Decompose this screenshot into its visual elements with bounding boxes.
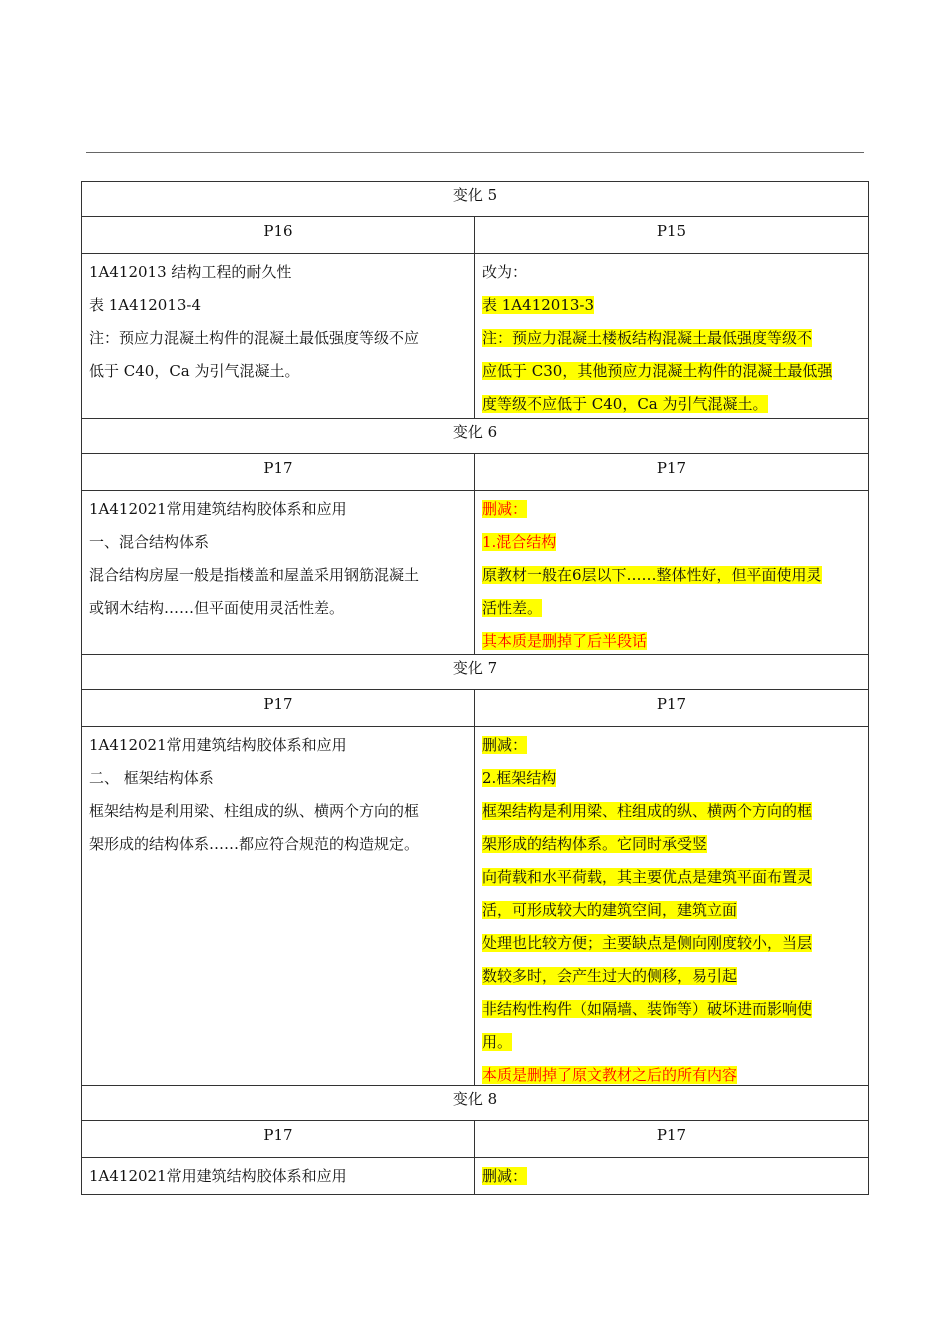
content-row bbox=[82, 1158, 869, 1195]
new-line-highlighted: 架形成的结构体系。它同时承受竖 bbox=[482, 835, 708, 853]
old-content bbox=[82, 491, 475, 654]
new-line-highlighted: 度等级不应低于 C40，Ca 为引气混凝土。 bbox=[482, 395, 768, 413]
old-line: 表 1A412013-4 bbox=[89, 296, 202, 314]
section-title: 变化 8 bbox=[82, 1086, 869, 1120]
old-line: 1A412013 结构工程的耐久性 bbox=[89, 263, 292, 281]
page-row bbox=[82, 1121, 869, 1158]
new-line-highlighted: 活，可形成较大的建筑空间，建筑立面 bbox=[482, 901, 738, 919]
new-content bbox=[475, 727, 869, 1085]
new-content bbox=[475, 254, 869, 418]
old-content bbox=[82, 727, 475, 1085]
section-title-row bbox=[82, 182, 869, 217]
new-line-highlighted: 表 1A412013-3 bbox=[482, 296, 595, 314]
old-page: P17 bbox=[82, 690, 475, 726]
new-line-highlighted: 注：预应力混凝土楼板结构混凝土最低强度等级不 bbox=[482, 329, 813, 347]
page-row bbox=[82, 690, 869, 727]
old-line: 二、 框架结构体系 bbox=[89, 769, 214, 787]
old-line: 1A412021常用建筑结构胶体系和应用 bbox=[89, 1167, 347, 1185]
new-line-highlighted: 1.混合结构 bbox=[482, 533, 557, 551]
section-title-row bbox=[82, 1086, 869, 1121]
old-line: 或钢木结构……但平面使用灵活性差。 bbox=[89, 599, 345, 617]
old-content bbox=[82, 254, 475, 418]
new-line-highlighted: 删减： bbox=[482, 500, 528, 518]
new-line-highlighted: 框架结构是利用梁、柱组成的纵、横两个方向的框 bbox=[482, 802, 813, 820]
old-content bbox=[82, 1158, 475, 1194]
old-page: P16 bbox=[82, 217, 475, 253]
old-line: 注：预应力混凝土构件的混凝土最低强度等级不应 bbox=[89, 329, 420, 347]
new-line-highlighted: 其本质是删掉了后半段话 bbox=[482, 632, 648, 650]
old-line: 混合结构房屋一般是指楼盖和屋盖采用钢筋混凝土 bbox=[89, 566, 420, 584]
content-row bbox=[82, 254, 869, 419]
header-rule bbox=[86, 152, 864, 153]
new-line-highlighted: 2.框架结构 bbox=[482, 769, 557, 787]
new-content bbox=[475, 1158, 869, 1194]
new-line-highlighted: 本质是删掉了原文教材之后的所有内容 bbox=[482, 1066, 738, 1084]
new-page: P17 bbox=[475, 1121, 869, 1157]
new-line-highlighted: 用。 bbox=[482, 1033, 513, 1051]
section-title-row bbox=[82, 655, 869, 690]
old-line: 架形成的结构体系……都应符合规范的构造规定。 bbox=[89, 835, 420, 853]
new-line-highlighted: 向荷载和水平荷载，其主要优点是建筑平面布置灵 bbox=[482, 868, 813, 886]
content-row bbox=[82, 491, 869, 655]
new-line-highlighted: 处理也比较方便；主要缺点是侧向刚度较小，当层 bbox=[482, 934, 813, 952]
section-title: 变化 5 bbox=[82, 182, 869, 216]
old-line: 1A412021常用建筑结构胶体系和应用 bbox=[89, 736, 347, 754]
new-line-highlighted: 活性差。 bbox=[482, 599, 543, 617]
new-content bbox=[475, 491, 869, 654]
old-line: 一、混合结构体系 bbox=[89, 533, 210, 551]
new-line-highlighted: 数较多时，会产生过大的侧移，易引起 bbox=[482, 967, 738, 985]
page-row bbox=[82, 454, 869, 491]
content-row bbox=[82, 727, 869, 1086]
section-title-row bbox=[82, 419, 869, 454]
new-page: P15 bbox=[475, 217, 869, 253]
new-line-highlighted: 原教材一般在6层以下……整体性好，但平面使用灵 bbox=[482, 566, 822, 584]
section-title: 变化 7 bbox=[82, 655, 869, 689]
old-page: P17 bbox=[82, 454, 475, 490]
new-page: P17 bbox=[475, 454, 869, 490]
old-page: P17 bbox=[82, 1121, 475, 1157]
page-row bbox=[82, 217, 869, 254]
new-line-highlighted: 应低于 C30，其他预应力混凝土构件的混凝土最低强 bbox=[482, 362, 833, 380]
old-line: 框架结构是利用梁、柱组成的纵、横两个方向的框 bbox=[89, 802, 420, 820]
new-page: P17 bbox=[475, 690, 869, 726]
new-line-highlighted: 删减： bbox=[482, 1167, 528, 1185]
new-line: 改为： bbox=[482, 263, 528, 281]
changes-table bbox=[81, 181, 869, 1195]
old-line: 1A412021常用建筑结构胶体系和应用 bbox=[89, 500, 347, 518]
old-line: 低于 C40，Ca 为引气混凝土。 bbox=[89, 362, 300, 380]
new-line-highlighted: 非结构性构件（如隔墙、装饰等）破坏进而影响使 bbox=[482, 1000, 813, 1018]
new-line-highlighted: 删减： bbox=[482, 736, 528, 754]
section-title: 变化 6 bbox=[82, 419, 869, 453]
